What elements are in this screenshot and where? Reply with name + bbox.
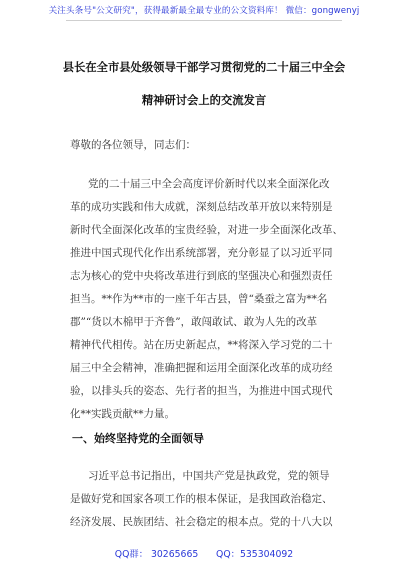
body-line: 新时代全面深化改革的宝贵经验，对进一步全面深化改革、	[70, 224, 343, 236]
header-divider	[66, 20, 342, 21]
body-line: 党的二十届三中全会高度评价新时代以来全面深化改	[88, 178, 330, 190]
document-title-line-1: 县长在全市县处级领导干部学习贯彻党的二十届三中全会	[62, 60, 346, 74]
section-body-line: 是做好党和国家各项工作的根本保证，是我国政治稳定、	[70, 493, 333, 505]
section-body-line: 习近平总书记指出，中国共产党是执政党，党的领导	[88, 470, 330, 482]
body-line: 革的成功实践和伟大成就，深刻总结改革开放以来特别是	[70, 201, 333, 213]
section-heading: 一、始终坚持党的全面领导	[72, 432, 204, 445]
document-title-line-2: 精神研讨会上的交流发言	[141, 93, 267, 107]
footer-contact: QQ群： 30265665 QQ：535304092	[114, 549, 294, 560]
body-line: 担当。**作为**市的一座千年古县，曾“桑蚕之富为**名	[70, 293, 328, 305]
section-body-line: 经济发展、民族团结、社会稳定的根本点。党的十八大以	[70, 516, 333, 528]
body-line: 精神代代相传。站在历史新起点，**将深入学习党的二十	[70, 339, 333, 351]
body-line: 郡”“货以木棉甲于齐鲁”，敢闯敢试、敢为人先的改革	[70, 316, 318, 328]
body-line: 验，以排头兵的姿态、先行者的担当，为推进中国式现代	[70, 385, 333, 397]
body-line: 届三中全会精神，准确把握和运用全面深化改革的成功经	[70, 362, 333, 374]
body-line: 志为核心的党中央将改革进行到底的坚强决心和强烈责任	[70, 270, 333, 282]
body-line: 推进中国式现代化作出系统部署，充分彰显了以习近平同	[70, 247, 333, 259]
salutation: 尊敬的各位领导，同志们：	[70, 139, 196, 151]
header-banner: 关注头条号"公文研究"，获得最新最全最专业的公文资料库！ 微信：gongwenyj	[48, 6, 360, 16]
body-line: 化**实践贡献**力量。	[70, 408, 175, 420]
